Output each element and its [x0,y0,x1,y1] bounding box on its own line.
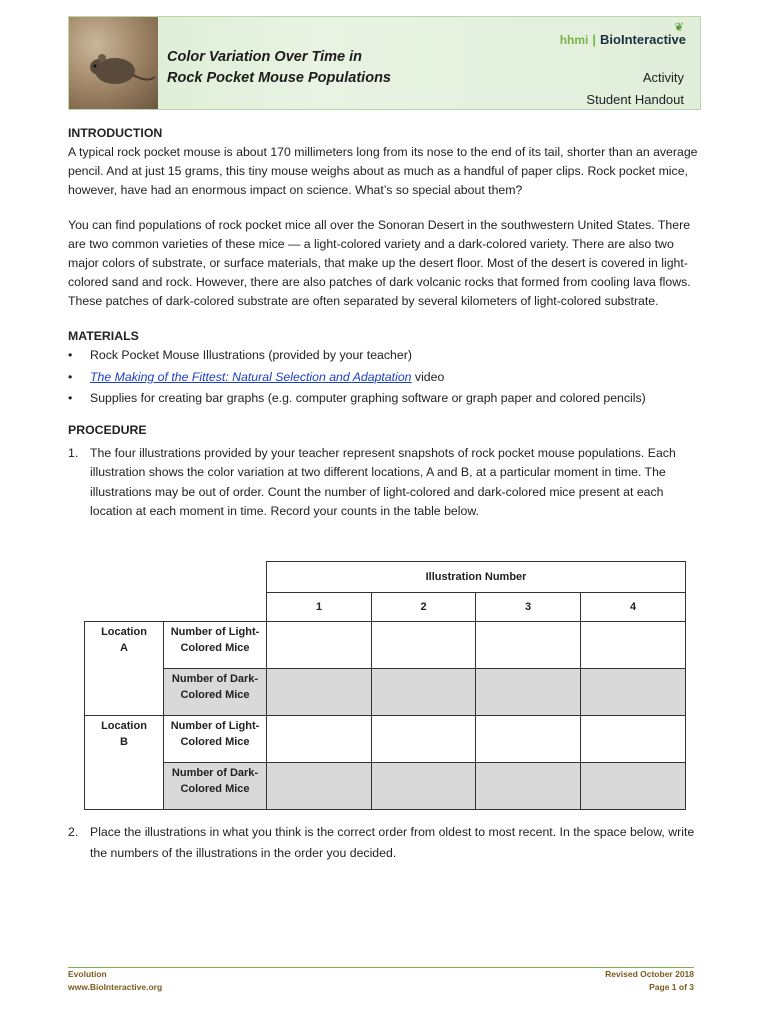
materials-item-video [68,368,698,388]
cell-b-dark-4[interactable] [581,763,686,810]
procedure-step-2 [68,822,698,864]
step-2-number: 2. [68,825,79,839]
column-header-1: 1 [267,593,372,622]
cell-a-dark-4[interactable] [581,669,686,716]
cell-a-light-4[interactable] [581,622,686,669]
footer-revised-date: Revised October 2018 [605,969,694,979]
doc-type-activity: Activity [642,70,684,85]
cell-a-dark-2[interactable] [372,669,476,716]
step-1-text: The four illustrations provided by your teacher represent snapshots of rock pocket mouse populations. Each illustration shows the color variation at two different locations, A and B, at a particular moment in time. The illustrations may be out of order. Count the number of light-colored and dark-colored mice present at each location at each moment in time. Record your counts in the table below. [90,445,676,518]
cell-b-dark-1[interactable] [267,763,372,810]
mouse-count-table [84,561,686,810]
cell-a-light-3[interactable] [476,622,581,669]
cell-b-light-4[interactable] [581,716,686,763]
materials-item-illustrations: • Rock Pocket Mouse Illustrations (provided by your teacher) [68,346,698,366]
row-label-light-b: Number of Light- Colored Mice [164,716,267,763]
introduction-paragraph-2: You can find populations of rock pocket mice all over the Sonoran Desert in the southwestern United States. There are two common varieties of these mice — a light-colored variety and a dark-colored variety. There are also two major colors of substrate, or surface materials, that make up the desert floor. Most of the desert is covered in light-colored sand and rock. However, there are also patches of dark volcanic rocks that formed from cooling lava flows. These patches of dark-colored substrate are often separated by several kilometers of light-colored substrate. [68,218,691,308]
materials-list [68,346,698,409]
cell-b-dark-2[interactable] [372,763,476,810]
location-b-label: Location B [85,716,164,810]
materials-item-supplies: • Supplies for creating bar graphs (e.g. computer graphing software or graph paper and colored pencils) [68,389,698,409]
cell-a-light-1[interactable] [267,622,372,669]
illustration-number-header: Illustration Number [267,562,686,593]
cell-b-light-1[interactable] [267,716,372,763]
footer-right [605,968,694,994]
mouse-illustration-icon [69,17,158,109]
cell-b-dark-3[interactable] [476,763,581,810]
document-title [167,47,391,89]
video-link[interactable]: The Making of the Fittest: Natural Selection and Adaptation [90,369,412,384]
cell-b-light-3[interactable] [476,716,581,763]
mouse-count-table-wrapper [84,561,686,810]
location-a-label: Location A [85,622,164,716]
cell-a-dark-3[interactable] [476,669,581,716]
procedure-heading: PROCEDURE [68,422,147,437]
procedure-step-1 [68,444,698,522]
document-type [586,67,684,110]
materials-heading: MATERIALS [68,329,139,343]
header-banner [68,16,701,110]
main-content [68,124,698,522]
rock-pocket-mouse-photo [69,17,158,109]
footer-page-number: Page 1 of 3 [649,982,694,992]
cell-a-light-2[interactable] [372,622,476,669]
cell-b-light-2[interactable] [372,716,476,763]
logo-hhmi: hhmi [559,33,589,47]
row-label-dark-b: Number of Dark- Colored Mice [164,763,267,810]
row-label-dark-a: Number of Dark- Colored Mice [164,669,267,716]
column-header-2: 2 [372,593,476,622]
hhmi-biointeractive-logo: hhmi | BioInteractive [559,32,686,47]
doc-type-audience: Student Handout [586,92,684,107]
cell-a-dark-1[interactable] [267,669,372,716]
title-line-1: Color Variation Over Time in [167,49,362,65]
column-header-3: 3 [476,593,581,622]
step-1-number: 1. [68,445,79,460]
footer-unit: Evolution [68,969,107,979]
introduction-heading: INTRODUCTION [68,126,163,140]
video-suffix: video [411,369,445,384]
footer-left [68,968,162,994]
leaf-sprig-icon: ❦ [673,20,684,34]
row-label-light-a: Number of Light- Colored Mice [164,622,267,669]
column-header-4: 4 [581,593,686,622]
introduction-paragraph-1: A typical rock pocket mouse is about 170 millimeters long from its nose to the end of its tail, shorter than an average pencil. And at just 15 grams, this tiny mouse weighs about as much as a handful of paper clips. Rock pocket mice, however, have had an enormous impact on science. What’s so special about them? [68,145,698,197]
step-2-text: Place the illustrations in what you think is the correct order from oldest to most recent. In the space below, write the numbers of the illustrations in the order you decided. [90,825,695,860]
logo-biointeractive: BioInteractive [600,32,686,47]
title-line-2: Rock Pocket Mouse Populations [167,70,391,86]
footer-website: www.BioInteractive.org [68,982,163,992]
